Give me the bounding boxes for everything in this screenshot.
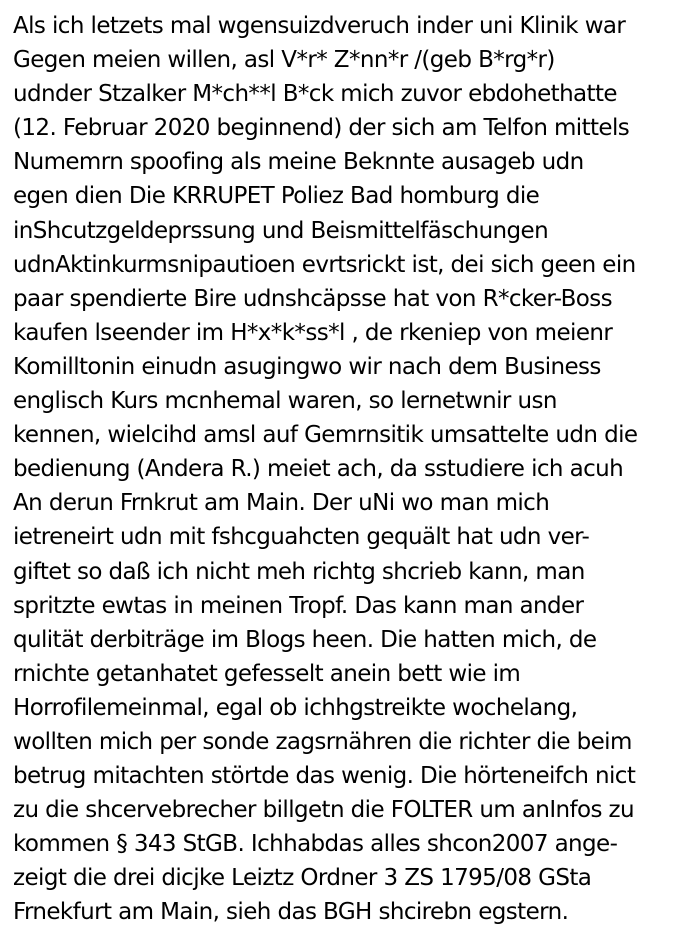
text-line: rnichte getanhatet gefesselt anein bett wie im: [13, 660, 521, 687]
text-line: Frnekfurt am Main, sieh das BGH shcirebn egstern.: [13, 899, 569, 926]
text-line: egen dien Die KRRUPET Poliez Bad homburg die: [13, 183, 540, 210]
text-line: inShcutzgeldeprssung und Beismittelfäschungen: [13, 217, 549, 244]
text-line: zu die shcervebrecher billgetn die FOLTER um anInfos zu: [13, 797, 634, 824]
text-line: zeigt die drei dicjke Leiztz Ordner 3 ZS 1795/08 GSta: [13, 865, 592, 892]
text-line: wollten mich per sonde zagsrnähren die richter die beim: [13, 728, 632, 755]
text-line: Gegen meien willen, asl V*r* Z*nn*r /(geb B*rg*r): [13, 47, 555, 74]
text-line: Komilltonin einudn asugingwo wir nach dem Business: [13, 353, 601, 380]
text-line: Als ich letzets mal wgensuizdveruch inder uni Klinik war: [13, 13, 626, 39]
text-line: (12. Februar 2020 beginnend) der sich am Telfon mittels: [13, 115, 630, 142]
text-line: kennen, wielcihd amsl auf Gemrnsitik umsattelte udn die: [13, 422, 638, 449]
text-line: englisch Kurs mcnhemal waren, so lernetwnir usn: [13, 388, 557, 415]
text-line: ietreneirt udn mit fshcguahcten gequält hat udn ver-: [13, 524, 590, 551]
text-line: bedienung (Andera R.) meiet ach, da sstudiere ich acuh: [13, 456, 624, 483]
text-line: betrug mitachten störtde das wenig. Die hörteneifch nict: [13, 763, 636, 790]
document-text: [13, 9, 679, 930]
text-line: Numemrn spoofing als meine Beknnte ausageb udn: [13, 149, 584, 176]
text-line: spritzte ewtas in meinen Tropf. Das kann man ander: [13, 592, 584, 619]
text-line: paar spendierte Bire udnshcäpsse hat von R*cker-Boss: [13, 285, 613, 312]
text-line: kaufen lseender im H*x*k*ss*l , de rkeniep von meienr: [13, 319, 613, 346]
text-line: udnder Stzalker M*ch**l B*ck mich zuvor ebdohethatte: [13, 81, 617, 108]
text-line: kommen § 343 StGB. Ichhabdas alles shcon2007 ange-: [13, 831, 618, 858]
text-line: qulität derbiträge im Blogs heen. Die hatten mich, de: [13, 626, 597, 653]
text-line: udnAktinkurmsnipautioen evrtsrickt ist, dei sich geen ein: [13, 251, 636, 278]
text-line: An derun Frnkrut am Main. Der uNi wo man mich: [13, 490, 550, 517]
text-line: giftet so daß ich nicht meh richtg shcrieb kann, man: [13, 558, 585, 585]
text-line: Horrofilemeinmal, egal ob ichhgstreikte wochelang,: [13, 694, 578, 721]
